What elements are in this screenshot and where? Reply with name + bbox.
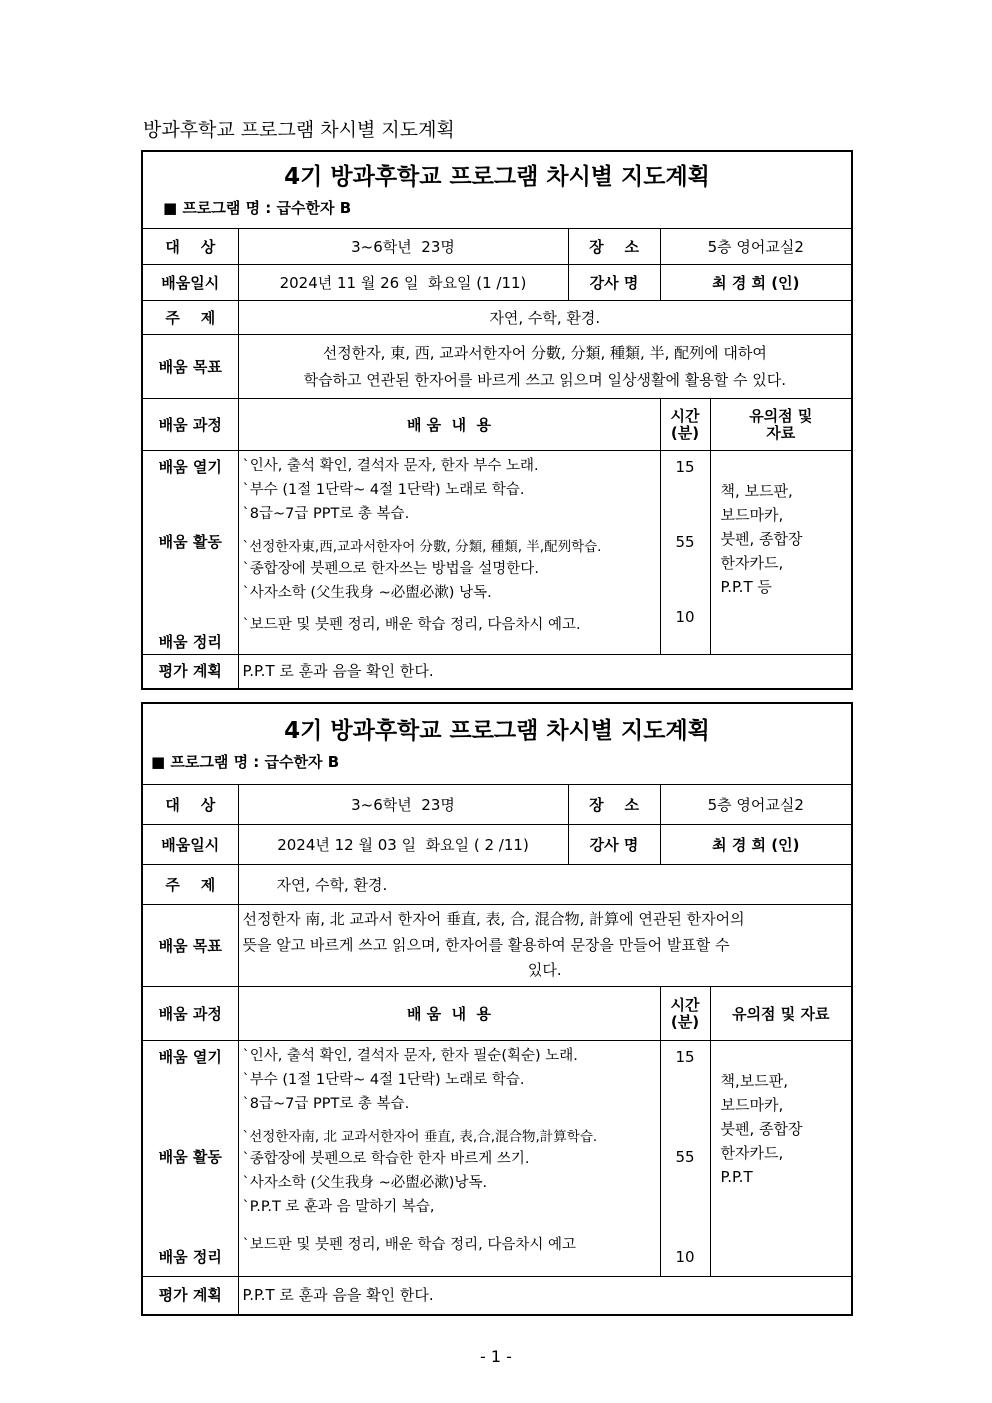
content-line: `인사, 출석 확인, 결석자 문자, 한자 필순(획순) 노래.	[242, 1048, 578, 1064]
goal-line: 학습하고 연관된 한자어를 바르게 쓰고 읽으며 일상생활에 활용할 수 있다.	[303, 370, 786, 389]
material-item: 붓펜, 종합장	[720, 530, 803, 548]
goal-label: 배움 목표	[142, 335, 238, 399]
place-label: 장 소	[568, 229, 660, 265]
program-name: ■ 프로그램 명 : 급수한자 B	[151, 753, 340, 772]
goal-text	[238, 905, 852, 987]
eval-value: P.P.T 로 훈과 음을 확인 한다.	[238, 1277, 852, 1315]
time-open: 15	[675, 458, 695, 476]
teacher-label: 강사 명	[568, 825, 660, 865]
materials-list	[710, 451, 852, 655]
content-line: `종합장에 붓펜으로 학습한 한자 바르게 쓰기.	[242, 1151, 530, 1168]
content-line: `P.P.T 로 훈과 음 말하기 복습,	[242, 1198, 435, 1215]
teacher-label: 강사 명	[568, 265, 660, 301]
content-line: `부수 (1절 1단락~ 4절 1단락) 노래로 학습.	[242, 481, 525, 498]
place-value: 5층 영어교실2	[660, 785, 852, 825]
eval-label: 평가 계획	[142, 655, 238, 689]
process-steps	[142, 451, 238, 655]
content-line: `8급~7급 PPT로 총 복습.	[242, 505, 410, 522]
time-open: 15	[675, 1048, 695, 1066]
content-line: `선정한자東,西,교과서한자어 分數, 分類, 種類, 半,配列학습.	[242, 538, 602, 555]
program-name: ■ 프로그램 명 : 급수한자 B	[163, 199, 352, 218]
plan-header	[142, 703, 852, 785]
time-close: 10	[675, 1248, 695, 1266]
material-item: P.P.T 등	[720, 578, 772, 596]
eval-value: P.P.T 로 훈과 음을 확인 한다.	[238, 655, 852, 689]
time-column	[660, 451, 710, 655]
step-activity: 배움 활동	[158, 1148, 222, 1166]
target-value: 3~6학년 23명	[238, 229, 568, 265]
time-header: 시간 (분)	[660, 399, 710, 451]
date-value: 2024년 11 월 26 일 화요일 (1 /11)	[238, 265, 568, 301]
time-activity: 55	[675, 1148, 695, 1166]
step-close: 배움 정리	[158, 1248, 222, 1266]
date-label: 배움일시	[142, 825, 238, 865]
goal-line: 선정한자, 東, 西, 교과서한자어 分數, 分類, 種類, 半, 配列에 대하여	[322, 344, 767, 363]
content-line: `보드판 및 붓펜 정리, 배운 학습 정리, 다음차시 예고	[242, 1236, 576, 1253]
material-item: 책, 보드판,	[720, 482, 793, 500]
content-list	[238, 451, 660, 655]
material-item: 보드마카,	[720, 1096, 784, 1114]
target-label: 대 상	[142, 229, 238, 265]
material-item: P.P.T	[720, 1168, 753, 1186]
content-line: `사자소학 (父生我身 ~必盥必漱) 낭독.	[242, 584, 492, 601]
content-line: `보드판 및 붓펜 정리, 배운 학습 정리, 다음차시 예고.	[242, 616, 581, 633]
time-activity: 55	[675, 533, 695, 551]
plan-title: 4기 방과후학교 프로그램 차시별 지도계획	[284, 717, 710, 744]
topic-label: 주 제	[142, 301, 238, 335]
step-open: 배움 열기	[158, 458, 222, 476]
topic-value: 자연, 수학, 환경.	[238, 865, 852, 905]
time-column	[660, 1041, 710, 1277]
lesson-plan-2	[141, 702, 853, 1316]
content-line: `부수 (1절 1단락~ 4절 1단락) 노래로 학습.	[242, 1071, 525, 1088]
process-header: 배움 과정	[142, 399, 238, 451]
content-line: `종합장에 붓펜으로 한자쓰는 방법을 설명한다.	[242, 561, 539, 578]
content-line: `8급~7급 PPT로 총 복습.	[242, 1095, 410, 1112]
step-activity: 배움 활동	[158, 533, 222, 551]
goal-text	[238, 335, 852, 399]
step-open: 배움 열기	[158, 1048, 222, 1066]
eval-label: 평가 계획	[142, 1277, 238, 1315]
materials-list	[710, 1041, 852, 1277]
notes-header: 유의점 및 자료	[710, 399, 852, 451]
plan-header	[142, 151, 852, 229]
material-item: 한자카드,	[720, 1144, 784, 1162]
material-item: 책,보드판,	[720, 1072, 788, 1090]
plan-title: 4기 방과후학교 프로그램 차시별 지도계획	[284, 163, 710, 190]
content-header: 배 움 내 용	[238, 987, 660, 1041]
goal-label: 배움 목표	[142, 905, 238, 987]
date-label: 배움일시	[142, 265, 238, 301]
notes-header: 유의점 및 자료	[710, 987, 852, 1041]
content-header: 배 움 내 용	[238, 399, 660, 451]
goal-line: 있다.	[527, 961, 562, 980]
time-close: 10	[675, 608, 695, 626]
page-number: - 1 -	[480, 1347, 512, 1366]
content-list	[238, 1041, 660, 1277]
goal-line: 선정한자 南, 北 교과서 한자어 垂直, 表, 合, 混合物, 計算에 연관된 한자어의	[242, 910, 745, 929]
target-label: 대 상	[142, 785, 238, 825]
step-close: 배움 정리	[158, 633, 222, 651]
document-title: 방과후학교 프로그램 차시별 지도계획	[143, 119, 455, 141]
lesson-plan-1	[141, 150, 853, 690]
teacher-value: 최 경 희 (인)	[660, 265, 852, 301]
content-line: `인사, 출석 확인, 결석자 문자, 한자 부수 노래.	[242, 458, 539, 474]
process-header: 배움 과정	[142, 987, 238, 1041]
material-item: 보드마카,	[720, 506, 784, 524]
content-line: `선정한자南, 北 교과서한자어 垂直, 表,合,混合物,計算학습.	[242, 1128, 598, 1145]
topic-value: 자연, 수학, 환경.	[238, 301, 852, 335]
date-value: 2024년 12 월 03 일 화요일 ( 2 /11)	[238, 825, 568, 865]
place-label: 장 소	[568, 785, 660, 825]
process-steps	[142, 1041, 238, 1277]
target-value: 3~6학년 23명	[238, 785, 568, 825]
content-line: `사자소학 (父生我身 ~必盥必漱)낭독.	[242, 1174, 488, 1191]
place-value: 5층 영어교실2	[660, 229, 852, 265]
time-header: 시간 (분)	[660, 987, 710, 1041]
goal-line: 뜻을 알고 바르게 쓰고 읽으며, 한자어를 활용하여 문장을 만들어 발표할 수	[242, 935, 730, 954]
teacher-value: 최 경 희 (인)	[660, 825, 852, 865]
topic-label: 주 제	[142, 865, 238, 905]
material-item: 한자카드,	[720, 554, 784, 572]
material-item: 붓펜, 종합장	[720, 1120, 803, 1138]
